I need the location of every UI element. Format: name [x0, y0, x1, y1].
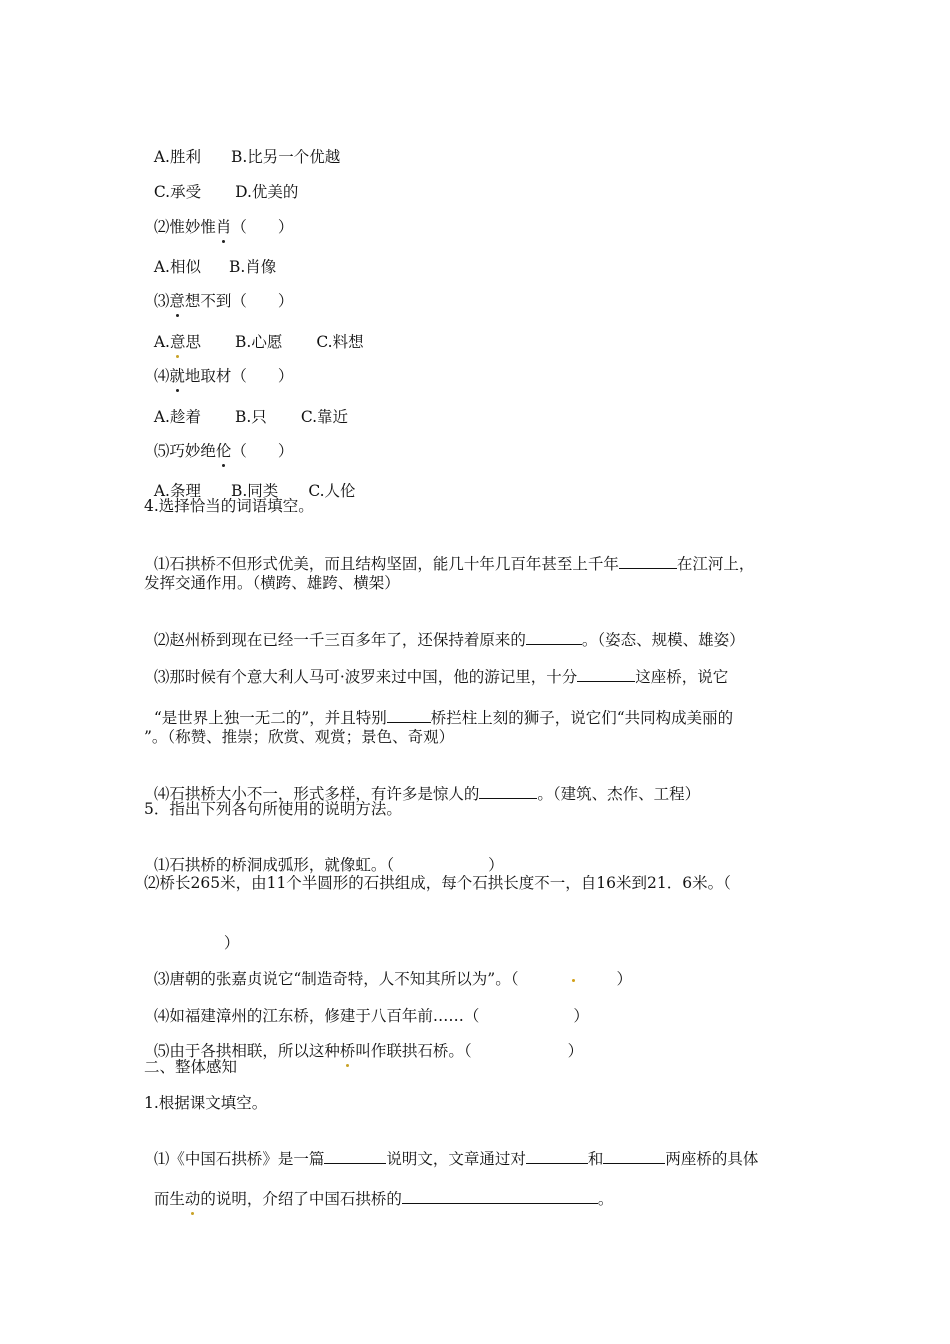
item5-options: A.条理 B.同类 C.人伦 — [153, 482, 356, 500]
ink-speck — [572, 979, 575, 982]
q5-sentence-1: ⑴石拱桥的桥洞成弧形，就像虹。（ ） — [153, 856, 504, 874]
item3-question: ⑶意想不到（ ） — [153, 292, 294, 310]
emphasis-dot-char: 肖 — [215, 218, 232, 236]
fill-blank[interactable] — [479, 784, 537, 799]
item3-options: A.意思 B.心愿 C.料想 — [153, 333, 364, 351]
fill-blank[interactable] — [603, 1149, 665, 1164]
item4-question: ⑷就地取材（ ） — [153, 367, 294, 385]
q4-heading: 4.选择恰当的词语填空。 — [144, 497, 314, 515]
fill-blank[interactable] — [577, 667, 635, 682]
item2-question: ⑵惟妙惟肖（ ） — [153, 218, 294, 236]
emphasis-dot-char: 桥 — [339, 1042, 356, 1060]
option-c: C.承受 — [153, 183, 202, 201]
fill-blank[interactable] — [526, 1149, 588, 1164]
item1-options-cd — [144, 162, 298, 202]
section2-sentence-1: ⑴《中国石拱桥》是一篇 说明文，文章通过对 和 两座桥的具体 — [153, 1150, 759, 1168]
section2-sentence-1-cont: 而生动的说明，介绍了中国石拱桥的 。 — [153, 1190, 614, 1208]
fill-blank[interactable] — [387, 708, 431, 723]
q5-sentence-5: ⑸由于各拱相联，所以这种桥叫作联拱石桥。（ ） — [153, 1042, 584, 1060]
option-d: D.优美的 — [235, 183, 299, 201]
q4-sentence-3-cont: “是世界上独一无二的”，并且特别 桥拦柱上刻的狮子，说它们“共同构成美丽的 — [153, 709, 734, 727]
option-a: A.胜利 — [153, 148, 201, 166]
q5-sentence-2-close: ） — [223, 934, 240, 952]
item2-options: A.相似 B.肖像 — [153, 258, 277, 276]
q5-sentence-2: ⑵桥长265米，由11个半圆形的石拱组成，每个石拱长度不一，自16米到21．6米。（ — [144, 874, 731, 892]
q5-sentence-3: ⑶唐朝的张嘉贞说它“制造奇特，人不知其所以为”。（ ） — [153, 970, 632, 988]
emphasis-dot-char: 就 — [169, 367, 185, 385]
section-heading: 二、整体感知 — [144, 1058, 238, 1076]
fill-blank[interactable] — [324, 1149, 386, 1164]
item5-question: ⑸巧妙绝伦（ ） — [153, 442, 294, 460]
q5-heading: 5．指出下列各句所使用的说明方法。 — [144, 800, 402, 818]
emphasis-dot-char: 伦 — [215, 442, 232, 460]
q4-sentence-4: ⑷石拱桥大小不一，形式多样，有许多是惊人的 。（建筑、杰作、工程） — [153, 785, 701, 803]
q4-sentence-3: ⑶那时候有个意大利人马可·波罗来过中国，他的游记里，十分 这座桥，说它 — [153, 668, 729, 686]
fill-blank[interactable] — [619, 554, 677, 569]
emphasis-dot-char: 动 — [184, 1190, 201, 1208]
q5-sentence-4: ⑷如福建漳州的江东桥，修建于八百年前……（ ） — [153, 1007, 589, 1025]
item1-options-ab — [144, 127, 340, 167]
q4-sentence-3-end: ”。（称赞、推崇；欣赏、观赏；景色、奇观） — [144, 728, 455, 746]
question-heading: 1.根据课文填空。 — [144, 1094, 268, 1112]
q4-sentence-1-cont: 发挥交通作用。（横跨、雄跨、横架） — [144, 574, 400, 592]
emphasis-dot-char: 意 — [169, 292, 185, 310]
fill-blank[interactable] — [402, 1189, 598, 1204]
item4-options: A.趁着 B.只 C.靠近 — [153, 408, 349, 426]
emphasis-dot-char: 意 — [169, 333, 186, 351]
fill-blank[interactable] — [526, 630, 582, 645]
q4-sentence-1: ⑴石拱桥不但形式优美，而且结构坚固，能几十年几百年甚至上千年 在江河上， — [153, 555, 755, 573]
q4-sentence-2: ⑵赵州桥到现在已经一千三百多年了，还保持着原来的 。（姿态、规模、雄姿） — [153, 631, 745, 649]
option-b: B.比另一个优越 — [230, 148, 341, 166]
